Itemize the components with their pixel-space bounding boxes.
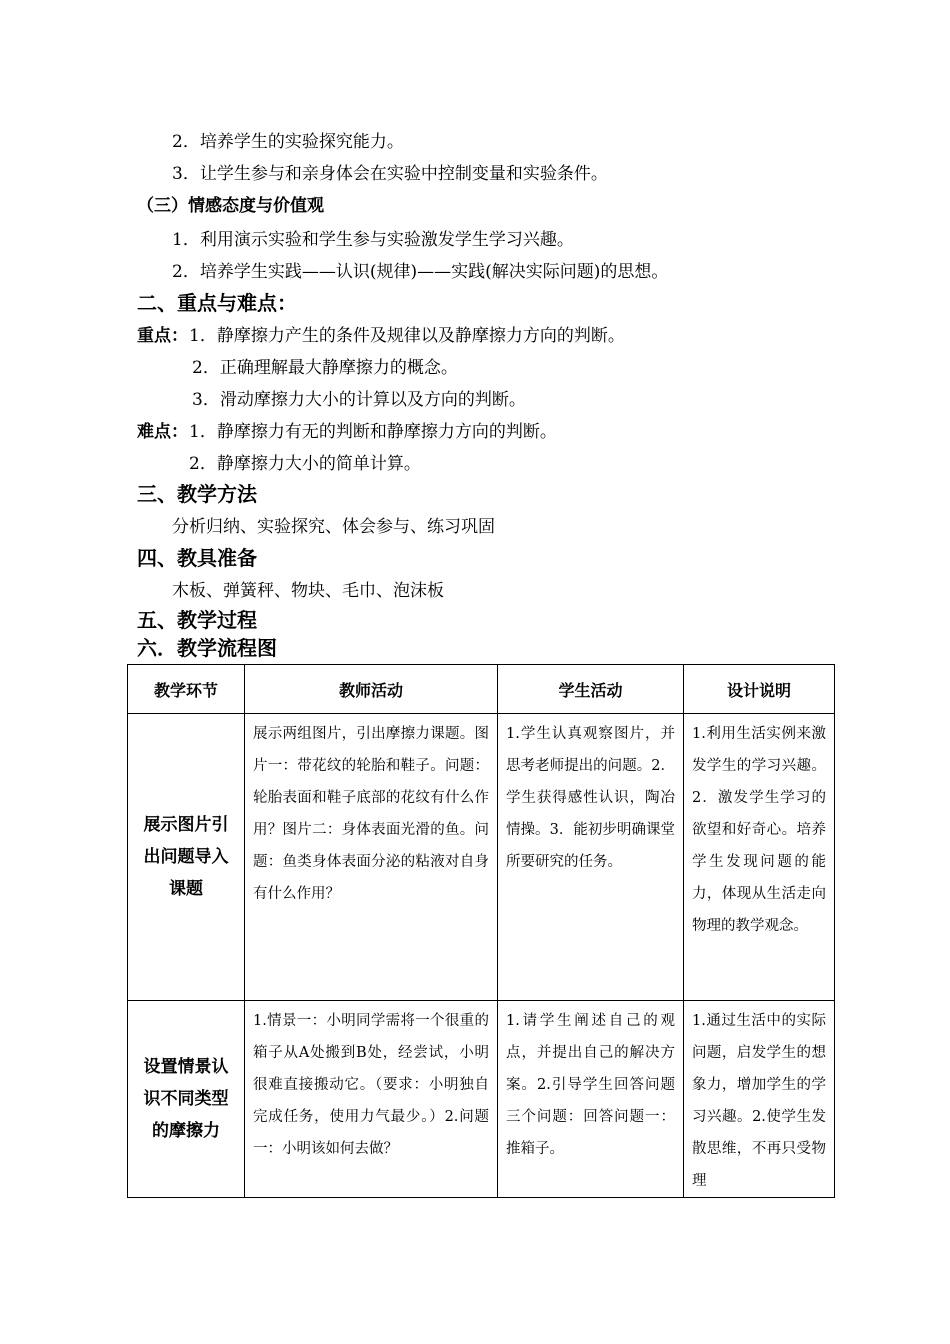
difficult-points-label: 难点： <box>137 422 188 442</box>
emotion-item-1: 1．利用演示实验和学生参与实验激发学生学习兴趣。 <box>172 230 574 250</box>
difficult-point-2: 2．静摩擦力大小的简单计算。 <box>189 454 421 474</box>
stage-cell: 展示图片引出问题导入课题 <box>143 815 229 899</box>
key-point-1: 1．静摩擦力产生的条件及规律以及静摩擦力方向的判断。 <box>189 326 625 346</box>
table-row <box>128 1001 835 1198</box>
section-3-heading: 三、教学方法 <box>137 482 257 506</box>
section-4-heading: 四、教具准备 <box>137 546 257 570</box>
teaching-tools: 木板、弹簧秤、物块、毛巾、泡沫板 <box>172 581 444 601</box>
skill-item-3: 3．让学生参与和亲身体会在实验中控制变量和实验条件。 <box>172 164 608 184</box>
difficult-point-1: 1．静摩擦力有无的判断和静摩擦力方向的判断。 <box>189 422 557 442</box>
header-student-activity: 学生活动 <box>498 665 684 714</box>
teaching-methods: 分析归纳、实验探究、体会参与、练习巩固 <box>172 517 495 537</box>
header-design-notes: 设计说明 <box>684 665 835 714</box>
emotion-item-2: 2．培养学生实践——认识(规律)——实践(解决实际问题)的思想。 <box>172 262 669 282</box>
design-notes-cell: 1.利用生活实例来激发学生的学习兴趣。2．激发学生学习的欲望和好奇心。培养学生发现问题的能力，体现从生活走向物理的教学观念。 <box>684 714 835 1001</box>
header-stage: 教学环节 <box>128 665 245 714</box>
design-notes-cell: 1.通过生活中的实际问题，启发学生的想象力，增加学生的学习兴趣。2.使学生发散思维，不再只受物理 <box>684 1001 835 1198</box>
teacher-activity-cell: 展示两组图片，引出摩擦力课题。图片一：带花纹的轮胎和鞋子。问题：轮胎表面和鞋子底部的花纹有什么作用？图片二：身体表面光滑的鱼。问题：鱼类身体表面分泌的粘液对自身有什么作用？ <box>245 714 498 1001</box>
table-header-row <box>128 665 835 714</box>
table-row <box>128 714 835 1001</box>
section-5-heading: 五、教学过程 <box>137 608 257 632</box>
emotion-heading: （三）情感态度与价值观 <box>137 196 324 216</box>
teaching-flow-table <box>127 664 835 1198</box>
teacher-activity-cell: 1.情景一：小明同学需将一个很重的箱子从A处搬到B处，经尝试，小明很难直接搬动它。（要求：小明独自完成任务，使用力气最少。）2.问题一：小明该如何去做？ <box>245 1001 498 1198</box>
student-activity-cell: 1.学生认真观察图片，并思考老师提出的问题。2．学生获得感性认识，陶冶情操。3．能初步明确课堂所要研究的任务。 <box>498 714 684 1001</box>
student-activity-cell: 1.请学生阐述自己的观点，并提出自己的解决方案。2.引导学生回答问题三个问题：回答问题一：推箱子。 <box>498 1001 684 1198</box>
stage-cell: 设置情景认识不同类型的摩擦力 <box>143 1057 229 1141</box>
key-point-3: 3．滑动摩擦力大小的计算以及方向的判断。 <box>192 390 526 410</box>
header-teacher-activity: 教师活动 <box>245 665 498 714</box>
skill-item-2: 2．培养学生的实验探究能力。 <box>172 132 404 152</box>
key-points-label: 重点： <box>137 326 188 346</box>
section-2-heading: 二、重点与难点： <box>137 291 297 315</box>
section-6-heading: 六．教学流程图 <box>137 636 277 660</box>
key-point-2: 2．正确理解最大静摩擦力的概念。 <box>192 358 458 378</box>
